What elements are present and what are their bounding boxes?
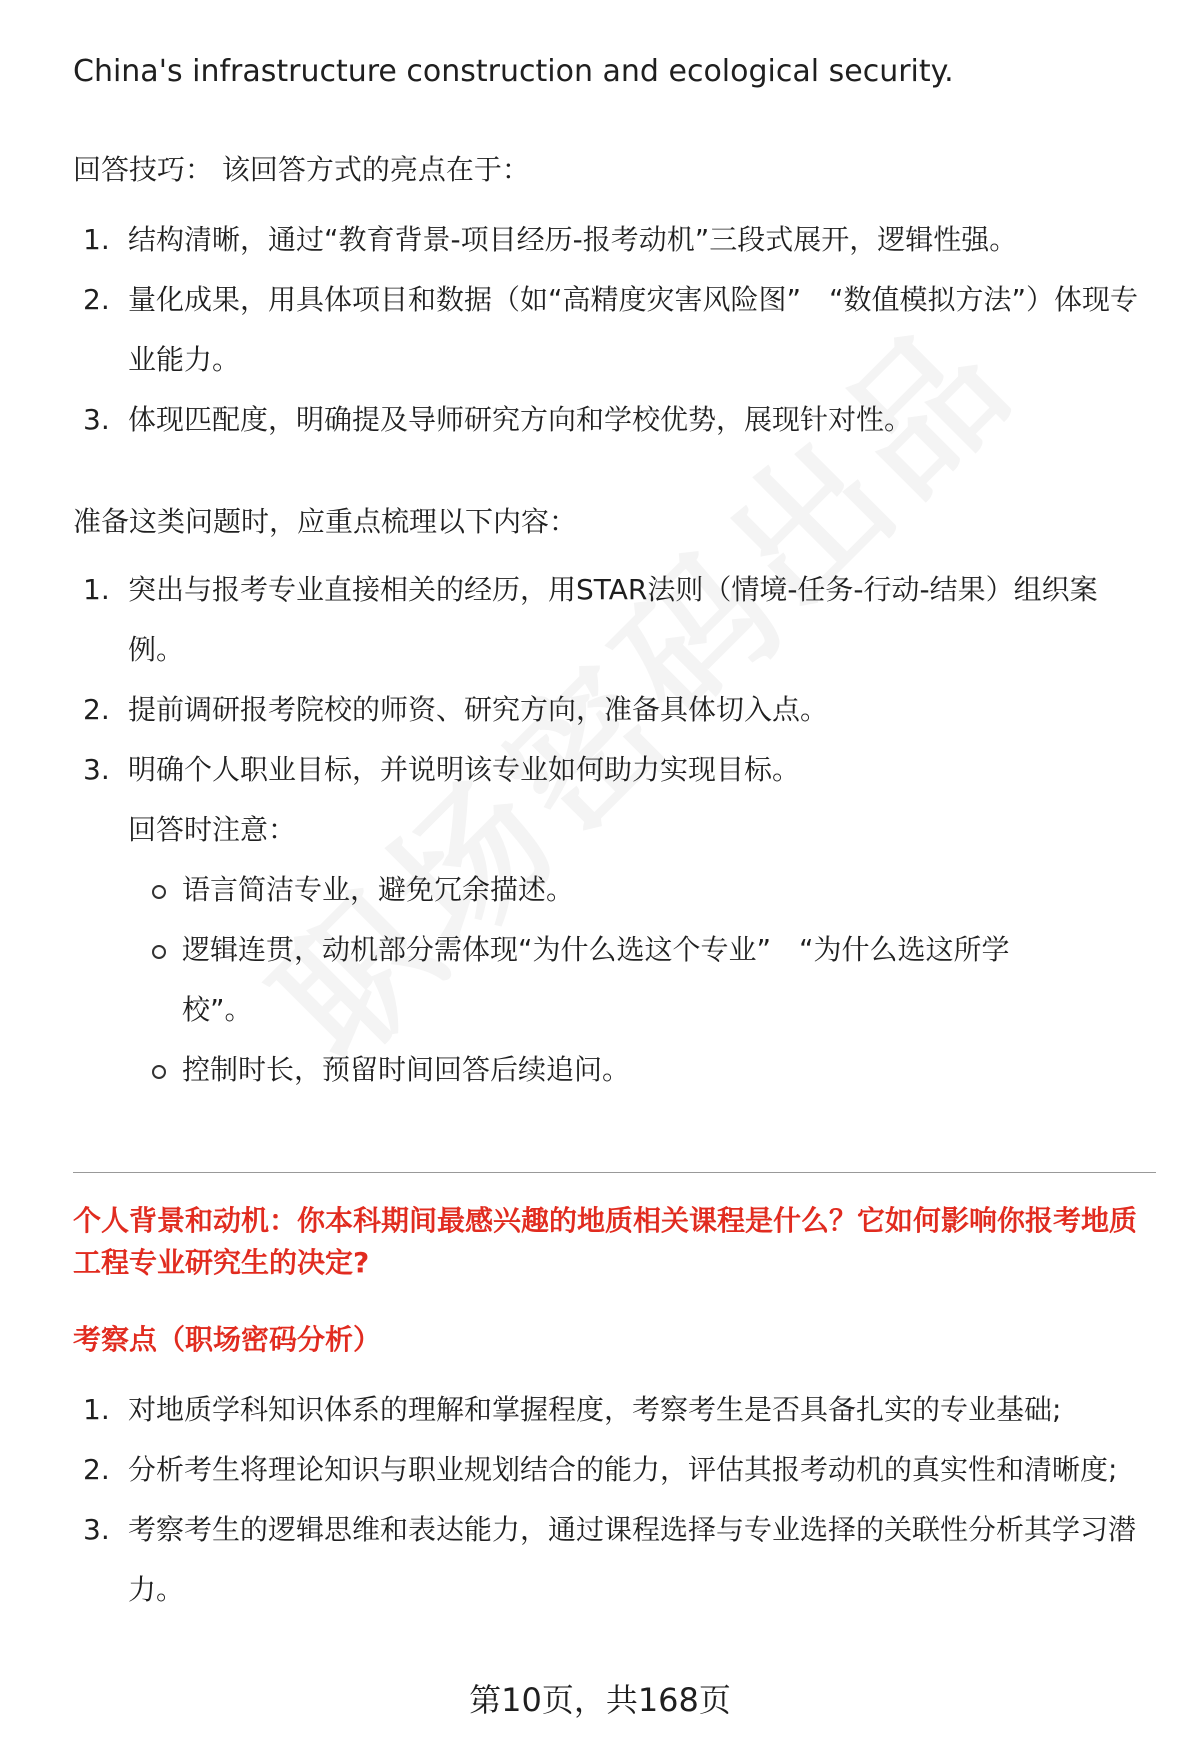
list-item: 语言简洁专业，避免冗余描述。 (128, 860, 1153, 920)
notes-heading: 回答时注意： (128, 813, 297, 846)
bullet-circle-icon (152, 945, 166, 959)
page-number: 第10页，共168页 (469, 1681, 731, 1719)
prep-list (73, 560, 1153, 1100)
tips-list (73, 210, 1153, 450)
bullet-circle-icon (152, 885, 166, 899)
list-item: 2. 量化成果，用具体项目和数据（如“高精度灾害风险图” “数值模拟方法”）体现专业能力。 (83, 283, 1139, 376)
analysis-heading: 考察点（职场密码分析） (73, 1323, 382, 1356)
list-item: 控制时长，预留时间回答后续追问。 (128, 1040, 1153, 1100)
notes-list (128, 860, 1153, 1100)
prep-heading: 准备这类问题时，应重点梳理以下内容： (73, 505, 578, 538)
list-item: 1. 突出与报考专业直接相关的经历，用STAR法则（情境-任务-行动-结果）组织案例。 (83, 573, 1098, 666)
analysis-list (73, 1380, 1153, 1620)
list-item: 3. 明确个人职业目标，并说明该专业如何助力实现目标。 回答时注意： 语言简洁专业，避免冗余描述。 逻辑连贯，动机部分需体现“为什么选这个专业” “为什么选这所学校”。 控制时长，预留时间回答后续追问。 (73, 740, 1153, 1100)
section-divider (73, 1172, 1156, 1173)
intro-line: China's infrastructure construction and ecological security. (73, 54, 954, 89)
list-item: 1. 结构清晰，通过“教育背景-项目经历-报考动机”三段式展开，逻辑性强。 (83, 223, 1018, 256)
list-item: 1. 对地质学科知识体系的理解和掌握程度，考察考生是否具备扎实的专业基础; (83, 1393, 1062, 1426)
list-item: 3. 体现匹配度，明确提及导师研究方向和学校优势，展现针对性。 (83, 403, 913, 436)
list-item: 2. 分析考生将理论知识与职业规划结合的能力，评估其报考动机的真实性和清晰度; (83, 1453, 1118, 1486)
list-item: 2. 提前调研报考院校的师资、研究方向，准备具体切入点。 (83, 693, 829, 726)
tips-heading: 回答技巧： 该回答方式的亮点在于： (73, 153, 530, 186)
bullet-circle-icon (152, 1065, 166, 1079)
question-heading: 个人背景和动机：你本科期间最感兴趣的地质相关课程是什么？它如何影响你报考地质工程专业研究生的决定? (73, 1204, 1138, 1279)
list-item: 逻辑连贯，动机部分需体现“为什么选这个专业” “为什么选这所学校”。 (128, 920, 1153, 1040)
list-item: 3. 考察考生的逻辑思维和表达能力，通过课程选择与专业选择的关联性分析其学习潜力。 (83, 1513, 1137, 1606)
